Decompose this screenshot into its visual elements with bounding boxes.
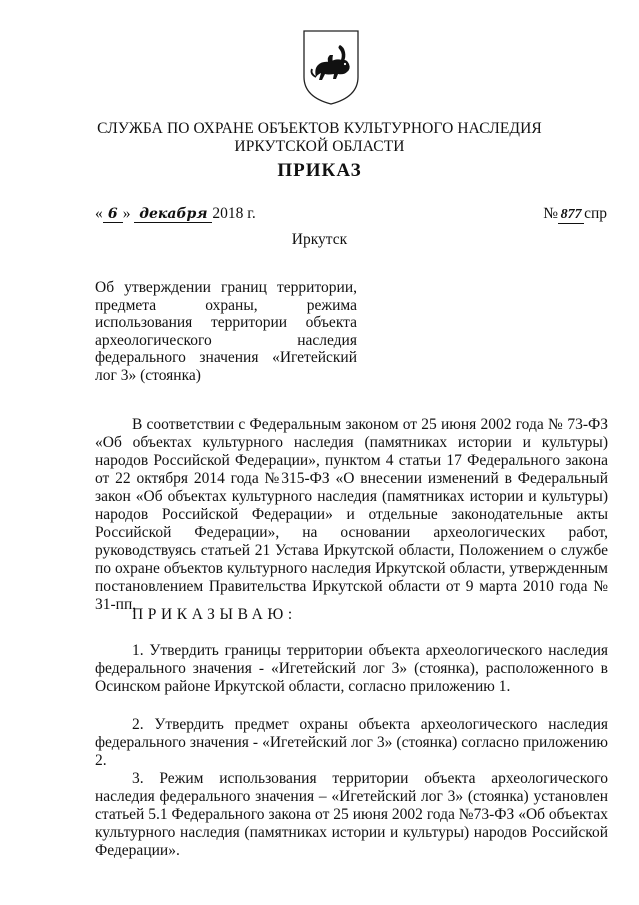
number-prefix: №	[543, 205, 559, 222]
city: Иркутск	[291, 231, 348, 248]
preamble-paragraph: В соответствии с Федеральным законом от 25 июня 2002 года № 73-ФЗ «Об объектах культурного наследия (памятниках истории и культуры) народов Российской Федерации», пунктом 4 статьи 17 Федерального закона от 22 октября 2014 года №315-ФЗ «О внесении изменений в Федеральный закон «Об объектах культурного наследия (памятниках истории и культуры) народов Российской Федерации» и отдельные законодательные акты Российской Федерации», на основании археологических работ, руководствуясь статьей 21 Устава Иркутской области, Положением о службе по охране объектов культурного наследия Иркутской области, утвержденным постановлением Правительства Иркутской области от 9 марта 2010 года № 31-пп,	[95, 416, 608, 613]
org-name-line-1: СЛУЖБА ПО ОХРАНЕ ОБЪЕКТОВ КУЛЬТУРНОГО НАСЛЕДИЯ	[97, 120, 542, 137]
date-quote-open: «	[95, 205, 103, 222]
document-date	[95, 205, 256, 223]
date-year: 2018 г.	[212, 205, 256, 222]
order-item-2: 2. Утвердить предмет охраны объекта археологического наследия федерального значения - «Игетейский лог 3» (стоянка) согласно приложению 2.	[95, 716, 608, 769]
document-number	[543, 205, 607, 224]
document-title: ПРИКАЗ	[277, 160, 362, 181]
document-subject: Об утверждении границ территории, предмета охраны, режима использования территории объекта археологического наследия федерального значения «Игетейский лог 3» (стоянка)	[95, 279, 357, 384]
number-suffix: спр	[584, 205, 607, 222]
number-value: 877	[558, 207, 584, 224]
org-name-line-2: ИРКУТСКОЙ ОБЛАСТИ	[234, 138, 405, 155]
date-day: 6	[103, 206, 123, 223]
order-heading: ПРИКАЗЫВАЮ:	[132, 606, 297, 623]
date-quote-close: »	[122, 205, 131, 222]
coat-of-arms-icon	[300, 25, 362, 107]
date-month: декабря	[134, 206, 212, 223]
order-item-3: 3. Режим использования территории объекта археологического наследия федерального значения – «Игетейский лог 3» (стоянка) установлен статьей 5.1 Федерального закона от 25 июня 2002 года №73-ФЗ «Об объектах культурного наследия (памятниках истории и культуры) народов Российской Федерации».	[95, 770, 608, 859]
order-item-1: 1. Утвердить границы территории объекта археологического наследия федерального значения - «Игетейский лог 3» (стоянка), расположенного в Осинском районе Иркутской области, согласно приложению 1.	[95, 642, 608, 695]
